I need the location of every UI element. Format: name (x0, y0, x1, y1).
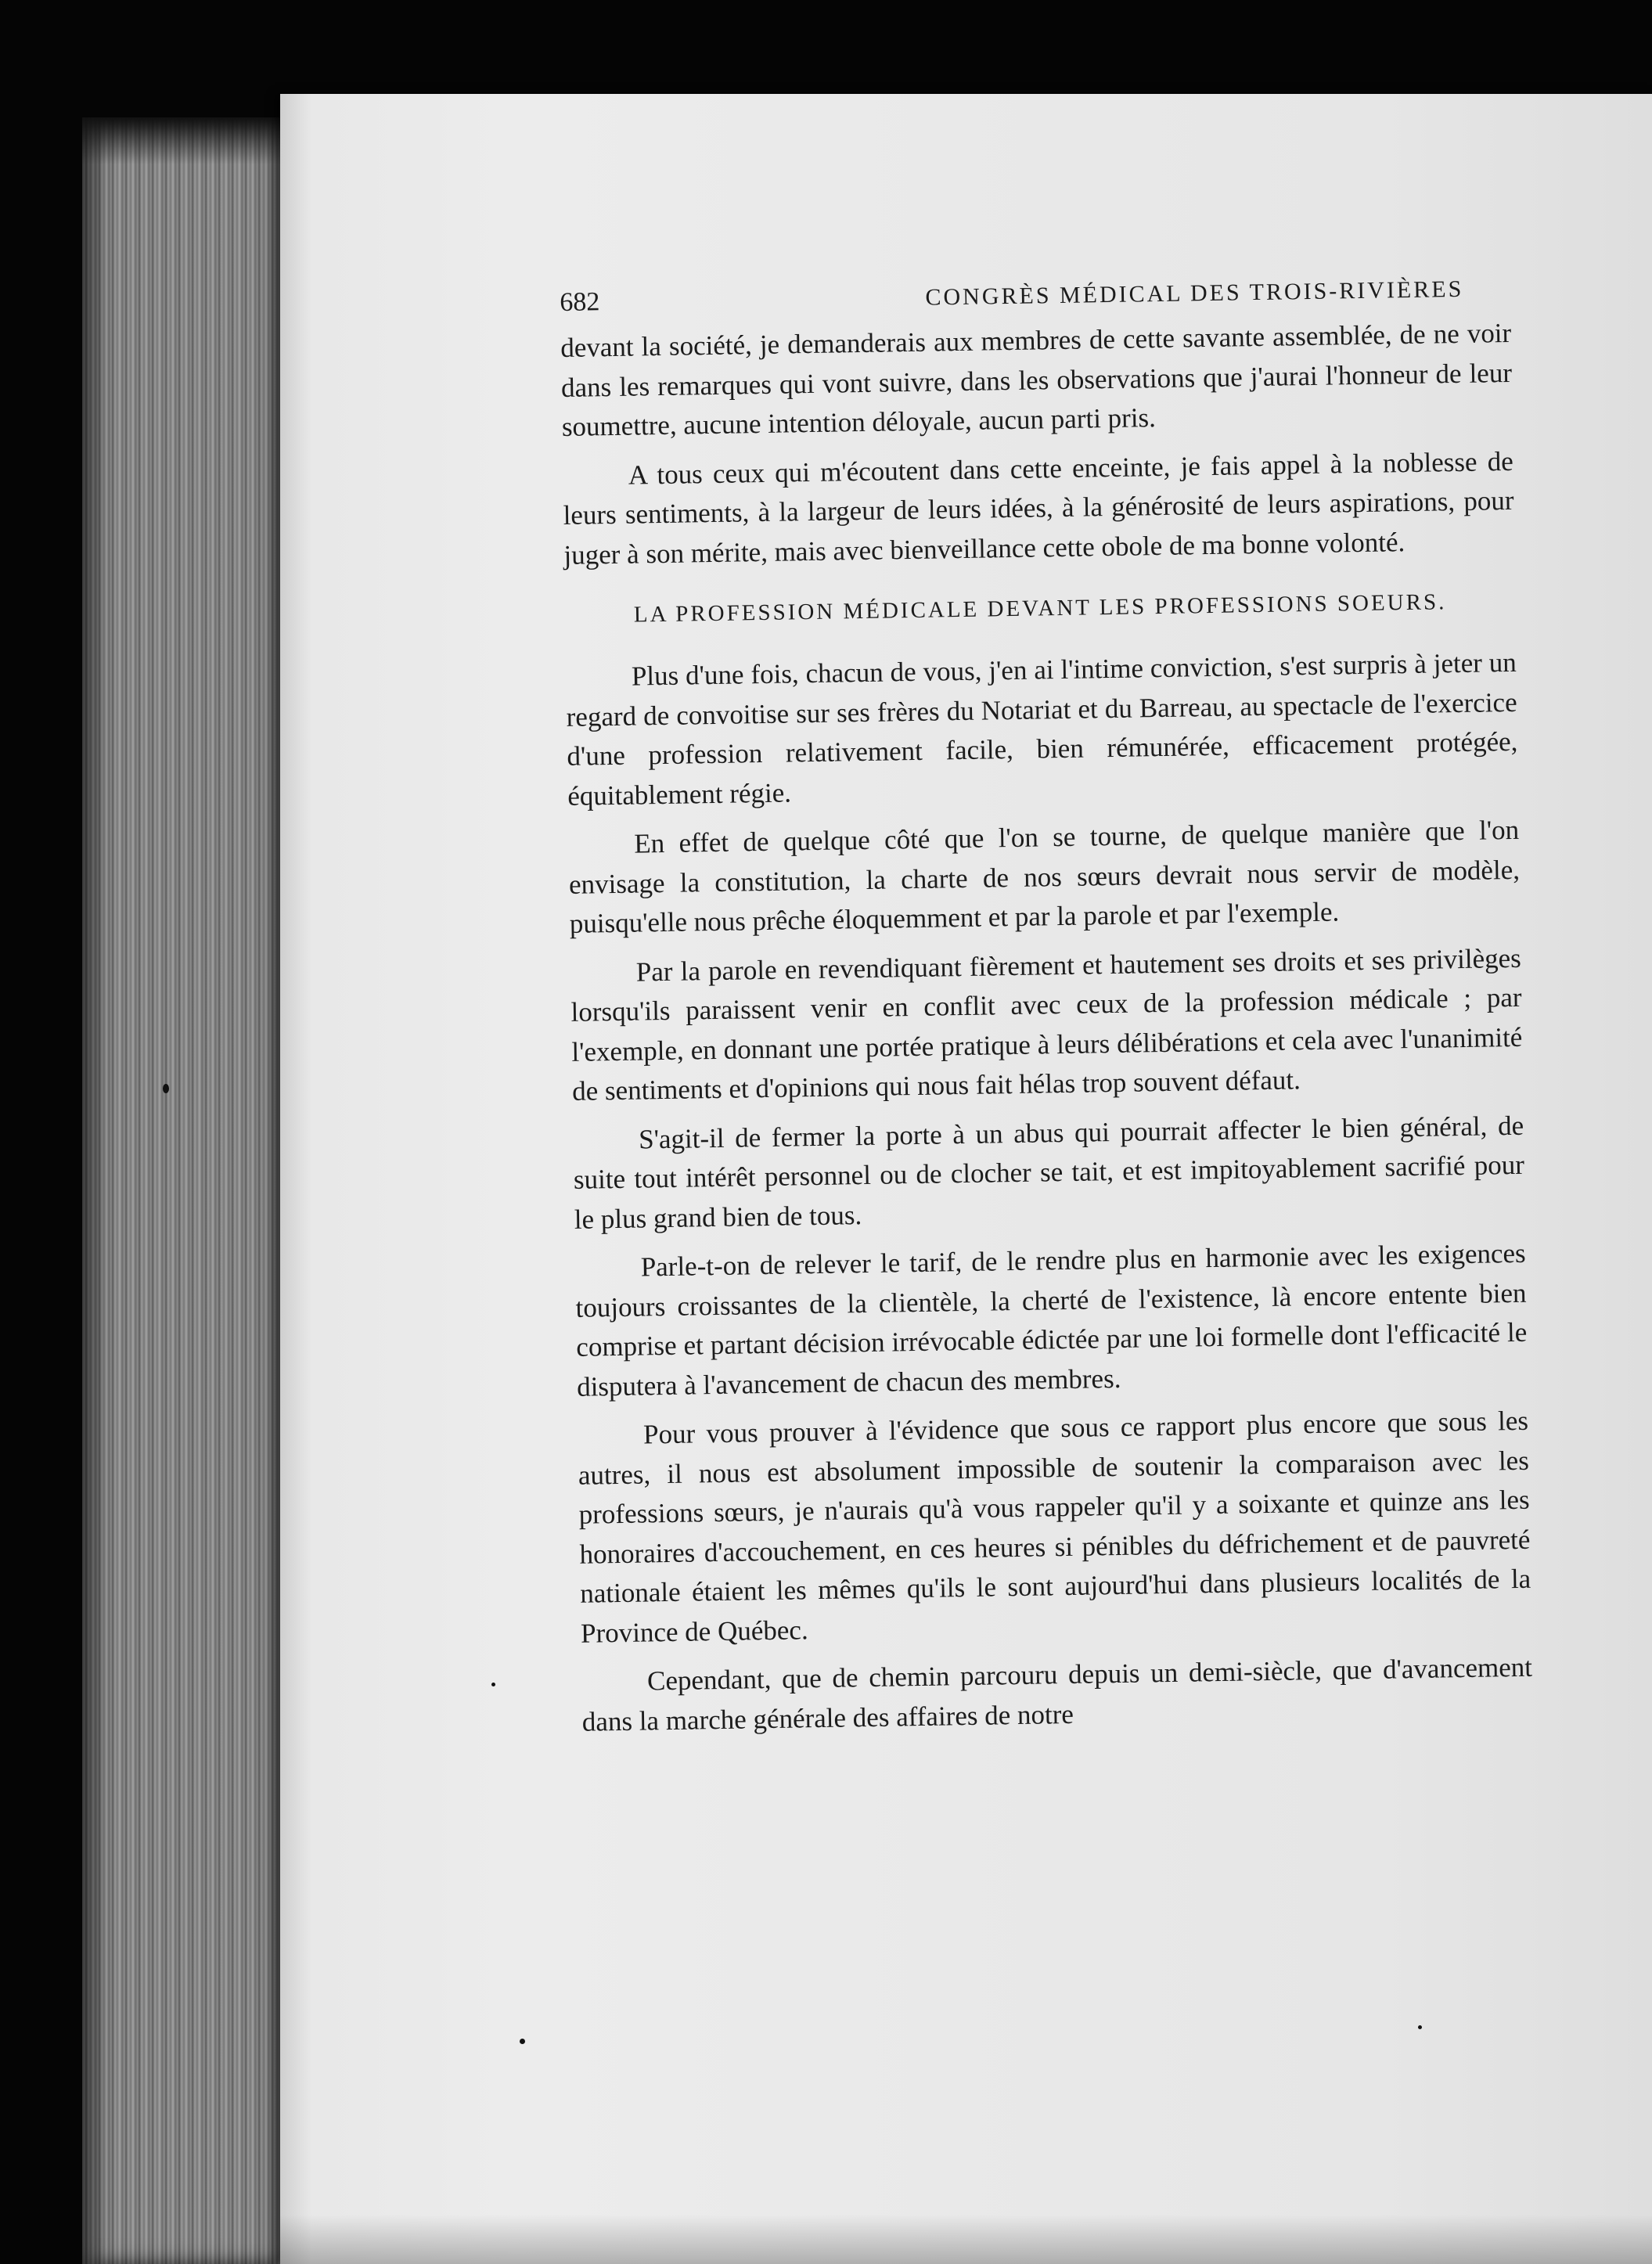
paragraph: Cependant, que de chemin parcouru depuis un demi-siècle, que d'avancement dans la marche générale des affaires de notre (581, 1651, 1533, 1737)
scan-speck (520, 2039, 525, 2044)
scan-speck (163, 1084, 169, 1093)
paragraph: devant la société, je demanderais aux membres de cette savante assemblée, de ne voir dans les remarques qui vont suivre, dans les observations que j'aurai l'honneur de leur soumettre, aucune intention déloyale, aucun parti pris. (560, 317, 1513, 442)
running-title: CONGRÈS MÉDICAL DES TROIS-RIVIÈRES (925, 275, 1464, 311)
section-heading: LA PROFESSION MÉDICALE DEVANT LES PROFESSIONS SOEURS. (633, 589, 1447, 628)
paragraph: Pour vous prouver à l'évidence que sous ce rapport plus encore que sous les autres, il nous est absolument impossible de soutenir la comparaison avec les professions sœurs, je n'aurais qu'à vous rappeler qu'il y a soixante et quinze ans les honoraires d'accouchement, en ces heures si pénibles du défrichement et de pauvreté nationale étaient les mêmes qu'ils le sont aujourd'hui dans plusieurs localités de la Province de Québec. (578, 1405, 1531, 1649)
book-edge-shadow (82, 117, 290, 164)
page-bottom-shadow (280, 2215, 1652, 2264)
page-text (560, 268, 1533, 1742)
scan-speck (491, 1683, 495, 1686)
paragraph: En effet de quelque côté que l'on se tourne, de quelque manière que l'on envisage la constitution, la charte de nos sœurs devrait nous servir de modèle, puisqu'elle nous prêche éloquemment et par la parole et par l'exemple. (568, 814, 1521, 939)
paragraph: S'agit-il de fermer la porte à un abus qui pourrait affecter le bien général, de suite tout intérêt personnel ou de clocher se tait, et est impitoyablement sacrifié pour le plus grand bien de tous. (573, 1110, 1525, 1235)
paragraph: A tous ceux qui m'écoutent dans cette enceinte, je fais appel à la noblesse de leurs sentiments, à la largeur de leurs idées, à la générosité de leurs aspirations, pour juger à son mérite, mais avec bienveillance cette obole de ma bonne volonté. (563, 445, 1514, 570)
paragraph: Parle-t-on de relever le tarif, de le rendre plus en harmonie avec les exigences toujours croissantes de la clientèle, la cherté de l'existence, là encore entente bien comprise et partant décision irrévocable édictée par une loi formelle dont l'efficacité le disputera à l'avancement de chacun des membres. (575, 1237, 1528, 1402)
paragraph: Plus d'une fois, chacun de vous, j'en ai l'intime conviction, s'est surpris à jeter un regard de convoitise sur ses frères du Notariat et du Barreau, au spectacle de l'exercice d'une profession relativement facile, bien rémunérée, efficacement protégée, équitablement régie. (566, 646, 1518, 812)
book-page-edges (82, 117, 290, 2264)
scan-speck (1418, 2025, 1422, 2029)
page-number: 682 (560, 287, 600, 317)
paragraph: Par la parole en revendiquant fièrement et hautement ses droits et ses privilèges lorsqu'ils paraissent venir en conflit avec ceux de la profession médicale ; par l'exemple, en donnant une portée pratique à leurs délibérations et cela avec l'unanimité de sentiments et d'opinions qui nous fait hélas trop souvent défaut. (570, 942, 1523, 1107)
